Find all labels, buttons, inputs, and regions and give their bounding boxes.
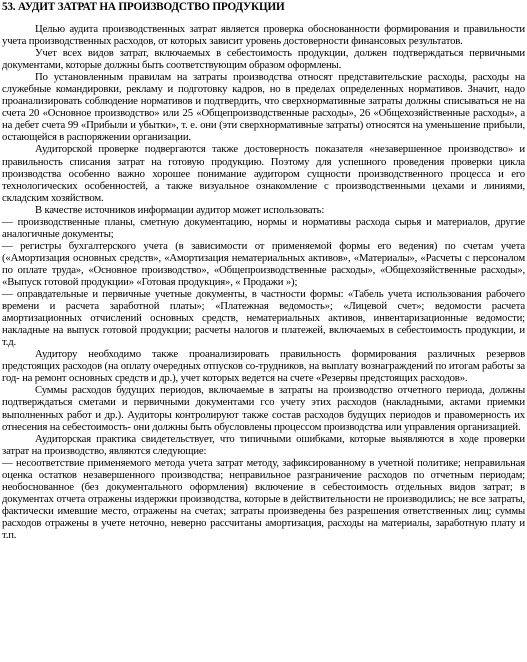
list-item: — оправдательные и первичные учетные документы, в частности формы: «Табель учета использования рабочего времени и расчета заработной платы»; «Платежная ведомость»; «Лицевой счет»; ведомости расчета амортизационных отчислений основных средств, нематериальных активов, инвентаризационные ведомости; накладные на выпуск готовой продукции; расчеты налогов и платежей, включаемых в себестоимость продукции, и т.д. (2, 288, 525, 349)
list-item: — регистры бухгалтерского учета (в зависимости от применяемой формы его ведения) по счетам учета («Амортизация основных средств», «Амортизация нематериальных активов», «Материалы», «Расчеты с персоналом по оплате труда», «Основное производство», «Общепроизводственные расходы», «Общехозяйственные расходы», «Выпуск готовой продукции» «Готовая продукция», « Продажи »); (2, 239, 525, 288)
paragraph: В качестве источников информации аудитор может использовать: (35, 203, 325, 216)
paragraph: Учет всех видов затрат, включаемых в себестоимость продукции, должен подтверждаться первичными документами, которые должны быть соответствующим образом оформлены. (2, 47, 525, 72)
paragraph: Суммы расходов будущих периодов, включаемые в затраты на производство отчетного периода, должны подтверждаться сметами и первичными документами гсо учету этих расходов (накладными, актами приемки выполненных работ и др.). Аудиторы контролируют также состав расходов будущих периодов и правомерность их отнесения на себестоимость- они должны быть обусловлены процессом производства или управления организацией. (2, 384, 525, 433)
paragraph: Аудиторской проверке подвергаются также достоверность показателя «незавершенное производство» и правильность списания затрат на готовую продукцию. Поэтому для успешного проведения проверки цикла производства особенно важно хорошее понимание аудитором сущности производственного процесса и его технологических особенностей, а также визуальное ознакомление с производственными цехами и линиями, складским хозяйством. (2, 143, 525, 204)
paragraph: Аудитору необходимо также проанализировать правильность формирования различных резервов предстоящих расходов (на оплату очередных отпусков со-трудников, на выплату вознаграждений по итогам работы за год- на ремонт основных средств и др.), учет которых ведется на счете «Резервы предстоящих расходов». (2, 348, 525, 385)
paragraph: Целью аудита производственных затрат является проверка обоснованности формирования и правильности учета производственных расходов, от которых зависит уровень достоверности финансовых результатов. (2, 23, 525, 48)
list-item: — несоответствие применяемого метода учета затрат методу, зафиксированному в учетной политике; неправильная оценка остатков незавершенного производства; неправильное разграничение расходов по отчетным периодам; необоснованное (без документального оформления) включение в себестоимость отдельных видов затрат; в документах отчета отражены издержки производства, которые в действительности не производились; не все затраты, фактически имевшие место, отражены на счетах; затраты произведены без разрешения ответственных лиц; суммы расходов отражены в учете неточно, неверно рассчитаны амортизация, расходы на материалы, заработную плату и т.п. (2, 456, 525, 541)
paragraph: По установленным правилам на затраты производства относят представительские расходы, расходы на служебные командировки, рекламу и подготовку кадров, но в пределах определенных нормативов. Значит, надо проанализировать соблюдение нормативов и подтвердить, что сверхнормативные затраты должны списываться не на счета 20 «Основное производство» или 25 «Общепроизводственные расходы», 26 «Общехозяйственные расходы», а на дебет счета 99 «Прибыли и убытки», т. е. они (эти сверхнормативные затраты) относятся на уменьшение прибыли, остающейся в распоряжении организации. (2, 71, 525, 144)
list-item: — производственные планы, сметную документацию, нормы и нормативы расхода сырья и материалов, другие аналогичные документы; (2, 215, 525, 240)
paragraph: Аудиторская практика свидетельствует, что типичными ошибками, которые выявляются в ходе проверки затрат на производство, являются следующие: (2, 432, 525, 457)
document-body (2, 23, 525, 541)
document-title: 53. АУДИТ ЗАТРАТ НА ПРОИЗВОДСТВО ПРОДУКЦИИ (2, 1, 285, 13)
